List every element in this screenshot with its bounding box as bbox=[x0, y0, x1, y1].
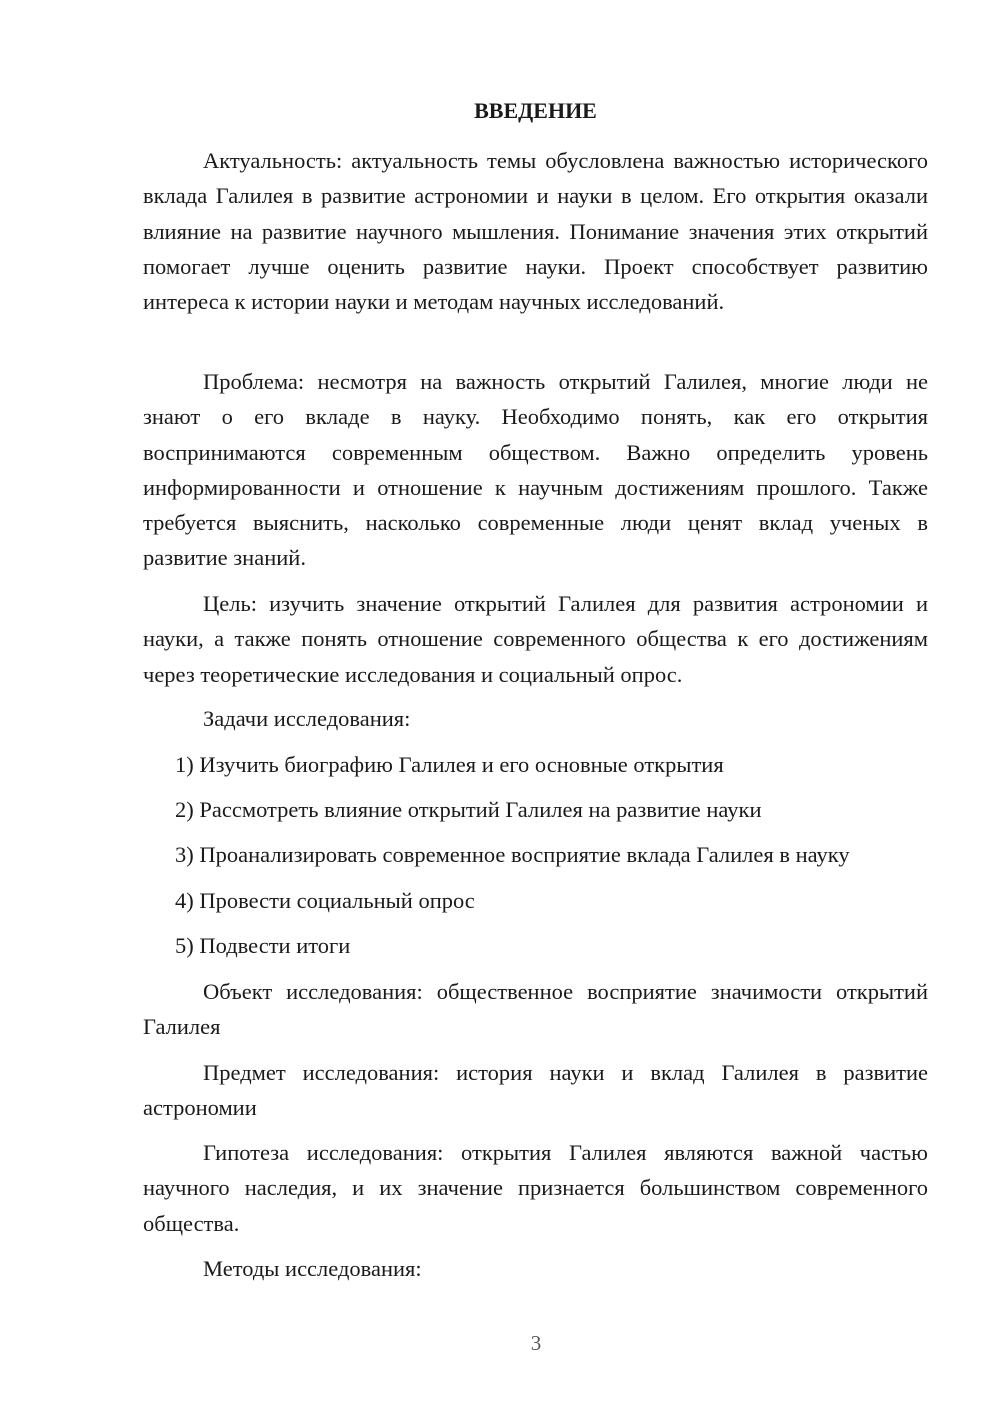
task-item: 1) Изучить биографию Галилея и его основные открытия bbox=[175, 752, 724, 777]
task-item: 4) Провести социальный опрос bbox=[175, 888, 475, 913]
goal-paragraph: Цель: изучить значение открытий Галилея для развития астрономии и науки, а также понять отношение современного общества к его достижениям через теоретические исследования и социальный опрос. bbox=[143, 591, 928, 687]
page-number: 3 bbox=[530, 1331, 542, 1355]
subject-paragraph: Предмет исследования: история науки и вклад Галилея в развитие астрономии bbox=[143, 1060, 928, 1121]
methods-heading: Методы исследования: bbox=[203, 1256, 422, 1281]
problem-paragraph: Проблема: несмотря на важность открытий Галилея, многие люди не знают о его вкладе в науку. Необходимо понять, как его открытия воспринимаются современным обществом. Важно определить уровень информированности и отношение к научным достижениям прошлого. Также требуется выяснить, насколько современные люди ценят вклад ученых в развитие знаний. bbox=[143, 369, 928, 571]
object-paragraph: Объект исследования: общественное восприятие значимости открытий Галилея bbox=[143, 979, 928, 1040]
task-item: 2) Рассмотреть влияние открытий Галилея на развитие науки bbox=[175, 797, 762, 822]
tasks-heading: Задачи исследования: bbox=[203, 706, 411, 731]
hypothesis-paragraph: Гипотеза исследования: открытия Галилея являются важной частью научного наследия, и их значение признается большинством современного общества. bbox=[143, 1140, 928, 1236]
task-item: 5) Подвести итоги bbox=[175, 933, 351, 958]
relevance-paragraph: Актуальность: актуальность темы обусловлена важностью исторического вклада Галилея в развитие астрономии и науки в целом. Его открытия оказали влияние на развитие научного мышления. Понимание значения этих открытий помогает лучше оценить развитие науки. Проект способствует развитию интереса к истории науки и методам научных исследований. bbox=[143, 148, 928, 315]
task-item: 3) Проанализировать современное восприятие вклада Галилея в науку bbox=[175, 842, 850, 867]
section-title: ВВЕДЕНИЕ bbox=[474, 98, 597, 123]
